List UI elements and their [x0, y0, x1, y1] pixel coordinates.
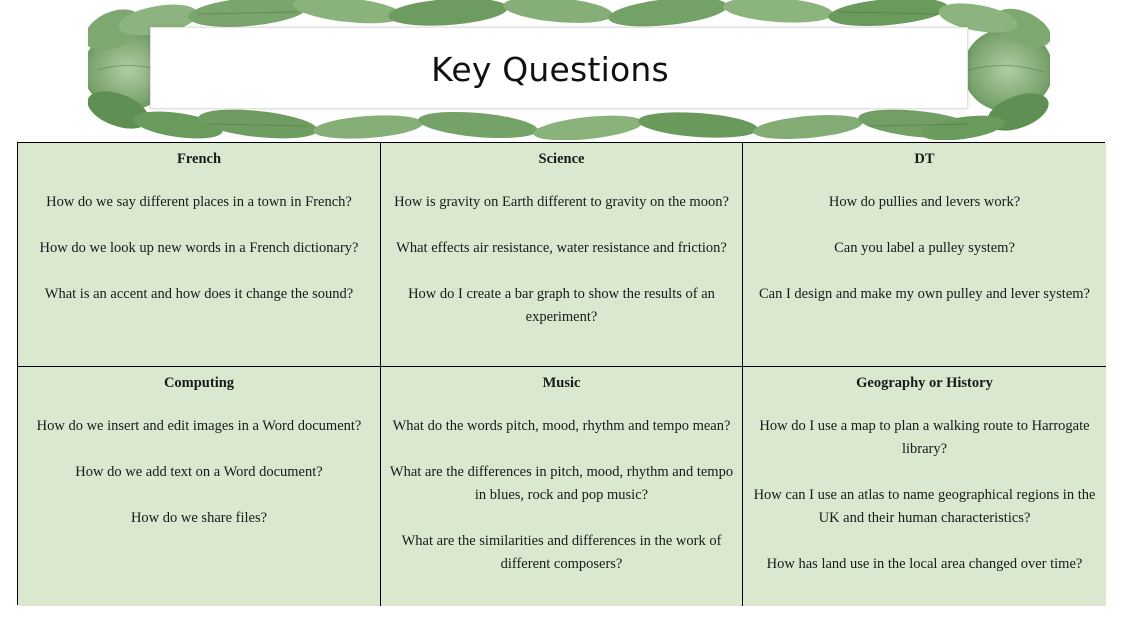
question: Can you label a pulley system? [834, 240, 1015, 256]
title-box [150, 27, 968, 109]
subject-heading: Computing [163, 375, 235, 391]
subject-cell-french [18, 143, 381, 367]
page-title: Key Questions [431, 49, 669, 89]
question: How do I create a bar graph to show the results of an experiment? [408, 286, 715, 325]
subject-heading: Geography or History [856, 375, 993, 391]
question: How do pullies and levers work? [828, 194, 1021, 210]
question: How do I use a map to plan a walking route to Harrogate library? [759, 418, 1090, 457]
header-banner [88, 0, 1050, 140]
subject-heading: DT [914, 151, 935, 167]
subject-heading: Music [542, 375, 581, 391]
question: How can I use an atlas to name geographical regions in the UK and their human characteristics? [753, 487, 1096, 526]
question: How do we say different places in a town in French? [46, 194, 352, 210]
question: How is gravity on Earth different to gravity on the moon? [394, 194, 729, 210]
question: What do the words pitch, mood, rhythm and tempo mean? [392, 418, 731, 434]
subject-cell-computing [18, 367, 381, 606]
question: Can I design and make my own pulley and lever system? [758, 286, 1090, 302]
question: What effects air resistance, water resistance and friction? [396, 240, 727, 256]
subject-heading: French [176, 151, 222, 167]
question: What are the differences in pitch, mood, rhythm and tempo in blues, rock and pop music? [389, 464, 734, 503]
question: How do we look up new words in a French dictionary? [39, 240, 359, 256]
subject-cell-music [381, 367, 743, 606]
question: What is an accent and how does it change the sound? [44, 286, 354, 302]
subject-cell-geography-history [743, 367, 1106, 606]
subject-cell-science [381, 143, 743, 367]
question: How do we insert and edit images in a Word document? [36, 418, 362, 434]
question: How has land use in the local area changed over time? [766, 556, 1083, 572]
subject-cell-dt [743, 143, 1106, 367]
question: How do we share files? [130, 510, 268, 526]
subjects-grid [17, 142, 1105, 605]
question: What are the similarities and differences in the work of different composers? [401, 533, 722, 572]
subject-heading: Science [538, 151, 585, 167]
question: How do we add text on a Word document? [75, 464, 323, 480]
